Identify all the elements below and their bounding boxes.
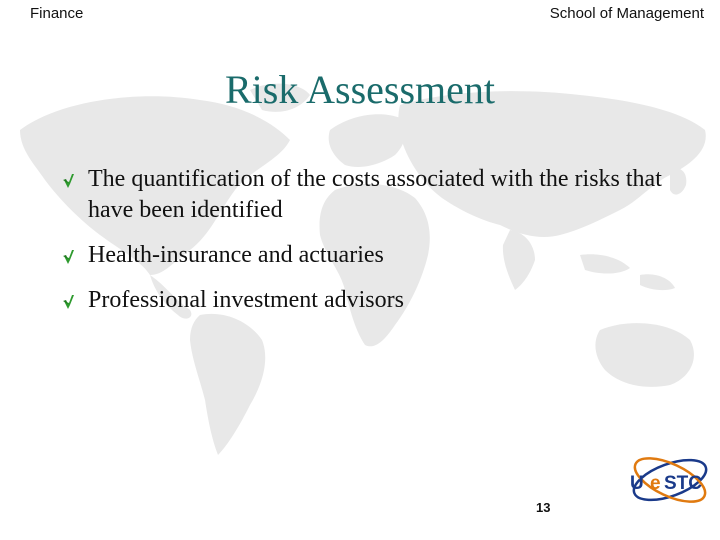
bullet-item: [62, 164, 682, 226]
checkmark-diamond-icon: [62, 249, 78, 265]
page-number: 13: [536, 500, 551, 515]
bullet-list: [62, 164, 682, 330]
logo-text-mid: e: [650, 473, 661, 494]
bullet-text: The quantification of the costs associated with the risks that have been identified: [88, 166, 662, 223]
bullet-text: Health-insurance and actuaries: [88, 242, 384, 268]
bullet-item: [62, 285, 682, 316]
slide-title: Risk Assessment: [224, 67, 496, 112]
checkmark-diamond-icon: [62, 173, 78, 189]
checkmark-diamond-icon: [62, 294, 78, 310]
bullet-text: Professional investment advisors: [88, 287, 404, 313]
bullet-item: [62, 240, 682, 271]
logo-text-right: STC: [664, 473, 702, 494]
header-left-text: Finance: [30, 5, 84, 22]
uestc-logo-icon: [620, 440, 720, 530]
logo-text-left: U: [630, 473, 644, 494]
header-right-text: School of Management: [549, 5, 704, 22]
